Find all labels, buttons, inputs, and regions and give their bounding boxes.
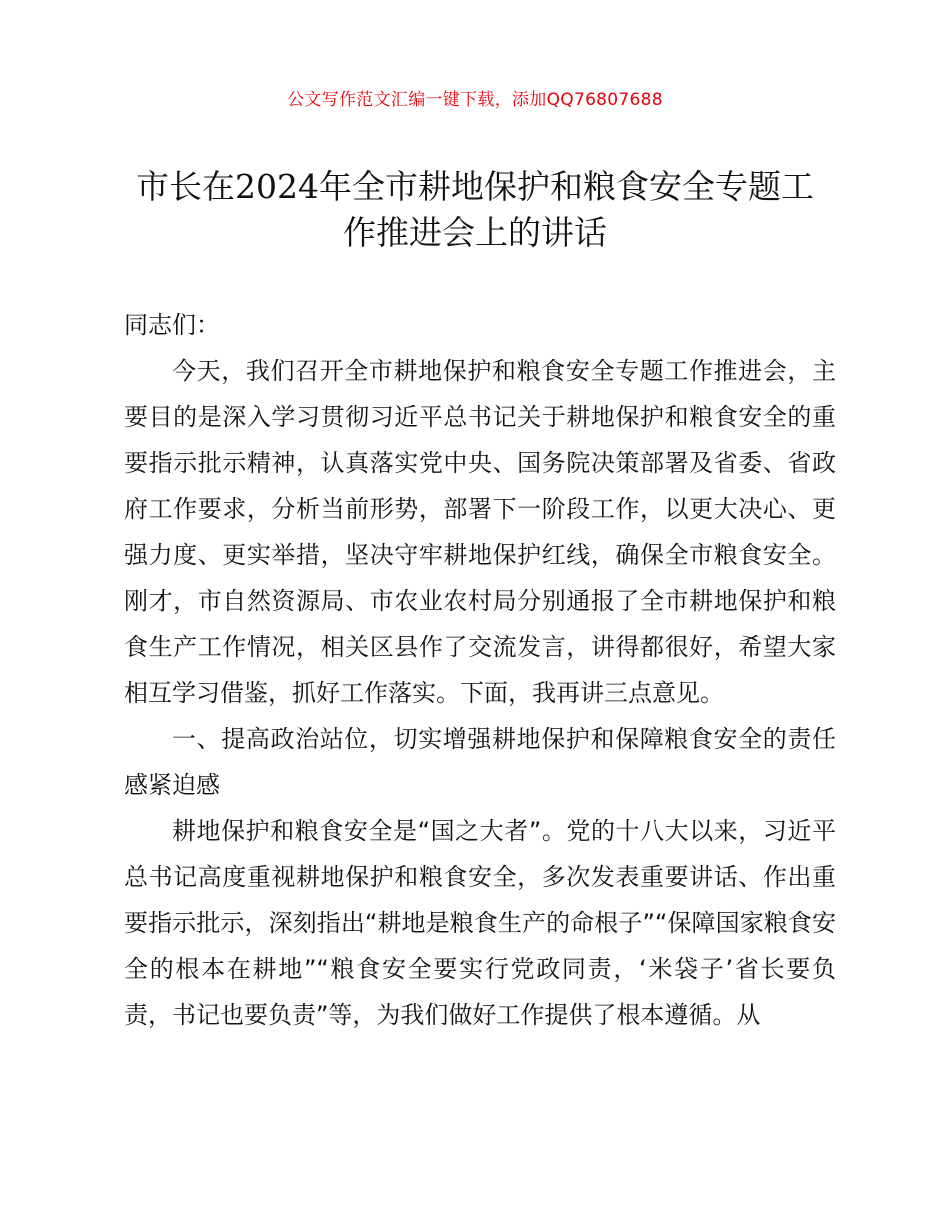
document-body — [124, 302, 836, 1038]
intro-paragraph: 今天，我们召开全市耕地保护和粮食安全专题工作推进会，主要目的是深入学习贯彻习近平总书记关于耕地保护和粮食安全的重要指示批示精神，认真落实党中央、国务院决策部署及省委、省政府工作要求，分析当前形势，部署下一阶段工作，以更大决心、更强力度、更实举措，坚决守牢耕地保护红线，确保全市粮食安全。刚才，市自然资源局、市农业农村局分别通报了全市耕地保护和粮食生产工作情况，相关区县作了交流发言，讲得都很好，希望大家相互学习借鉴，抓好工作落实。下面，我再讲三点意见。 — [124, 357, 836, 707]
salutation: 同志们： — [124, 311, 220, 339]
section-heading-1: 一、提高政治站位，切实增强耕地保护和保障粮食安全的责任感紧迫感 — [124, 725, 836, 799]
document-title: 市长在2024年全市耕地保护和粮食安全专题工作推进会上的讲话 — [136, 167, 814, 252]
download-promo-note: 公文写作范文汇编一键下载，添加QQ76807688 — [287, 90, 663, 110]
section-1-paragraph: 耕地保护和粮食安全是“国之大者”。党的十八大以来，习近平总书记高度重视耕地保护和粮食安全，多次发表重要讲话、作出重要指示批示，深刻指出“耕地是粮食生产的命根子”“保障国家粮食安全的根本在耕地”“粮食安全要实行党政同责，‘米袋子’省长要负责，书记也要负责”等，为我们做好工作提供了根本遵循。从 — [124, 817, 836, 1029]
